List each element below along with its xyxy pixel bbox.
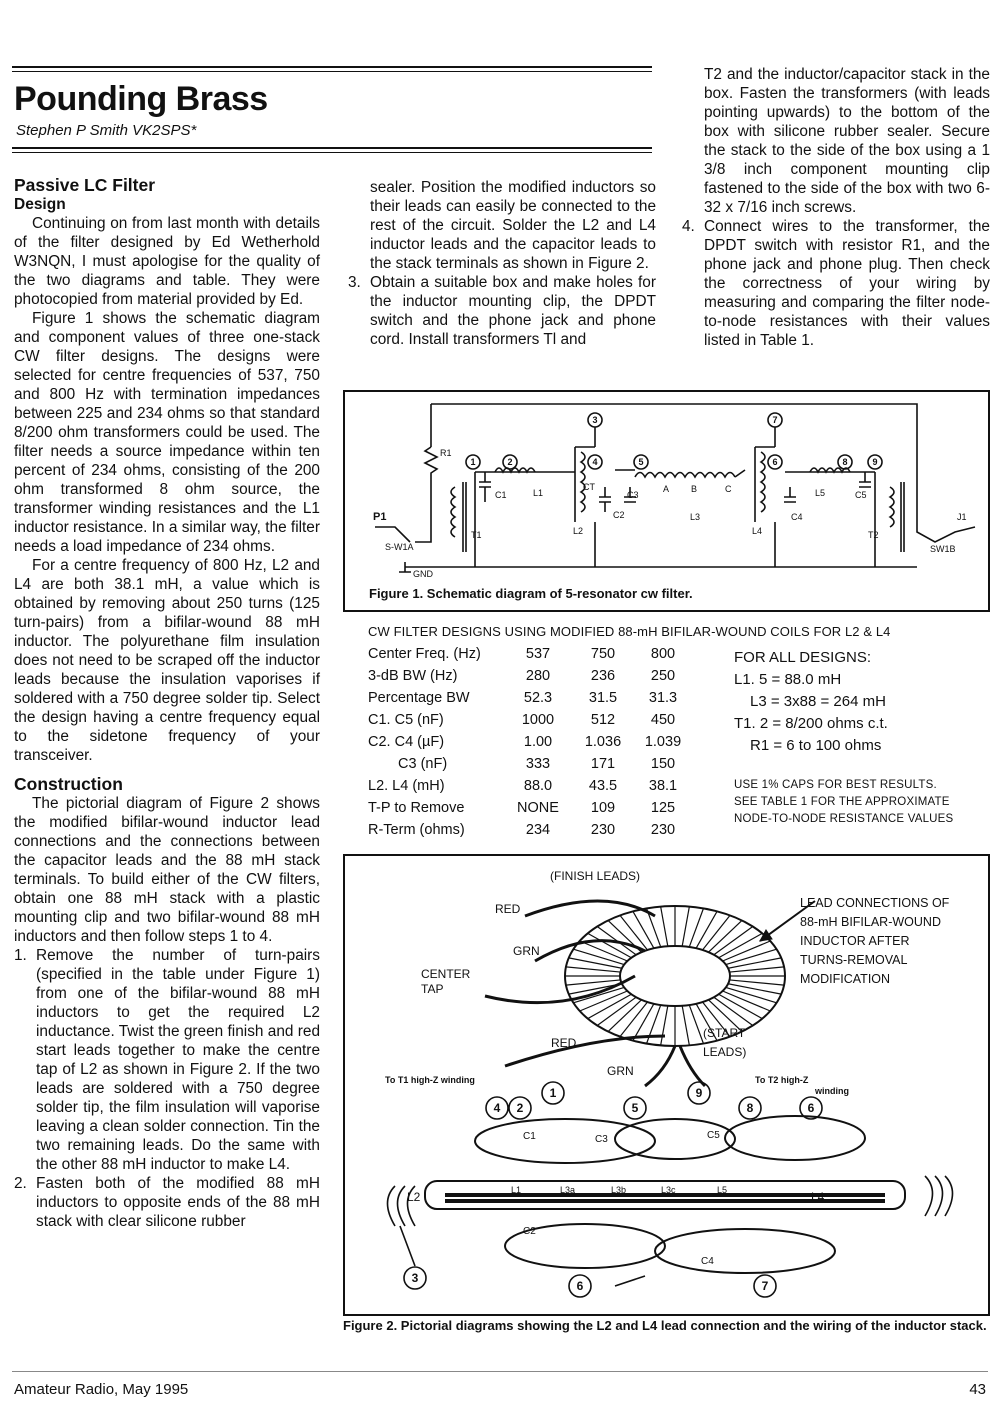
row-value: 1.00 — [523, 734, 553, 750]
label-sw1a: S-W1A — [385, 542, 414, 552]
note-line: NODE-TO-NODE RESISTANCE VALUES — [734, 813, 954, 825]
label-to-t1: To T1 high-Z winding — [385, 1075, 475, 1085]
step-number: 2. — [14, 1175, 27, 1192]
row-value: 750 — [590, 646, 616, 662]
row-label: C1. C5 (nF) — [368, 712, 444, 728]
page-title: Pounding Brass — [14, 80, 268, 118]
header-rule-top-thin — [12, 71, 652, 72]
step-2 — [14, 1174, 320, 1231]
label-l4: L4 — [752, 526, 763, 536]
winding-stroke — [689, 908, 703, 947]
column-2 — [348, 178, 656, 349]
column-3 — [682, 65, 990, 350]
row-label: 3-dB BW (Hz) — [368, 668, 458, 684]
lead-note-line: MODIFICATION — [800, 972, 891, 986]
row-value: 38.1 — [648, 778, 678, 794]
fig2-node-3: 3 — [411, 1271, 419, 1285]
design-table — [368, 646, 718, 846]
row-value: 1.039 — [644, 734, 682, 750]
winding-stroke — [566, 967, 621, 972]
node-label-8: 8 — [842, 457, 848, 467]
label-c1: C1 — [495, 490, 507, 500]
figure-2-caption: Figure 2. Pictorial diagrams showing the L2 and L4 lead connection and the wiring of the inductor stack. — [343, 1318, 987, 1333]
section-heading-passive-lc: Passive LC Filter — [14, 175, 156, 195]
row-value: 450 — [650, 712, 676, 728]
all-designs-line: T1. 2 = 8/200 ohms c.t. — [734, 715, 888, 732]
winding-stroke — [682, 907, 689, 947]
fig2-node-2: 2 — [516, 1101, 524, 1115]
row-value: 236 — [590, 668, 616, 684]
row-label: C2. C4 (µF) — [368, 734, 445, 750]
row-value: 109 — [590, 800, 616, 816]
row-label: Percentage BW — [368, 690, 470, 706]
paragraph-4: The pictorial diagram of Figure 2 shows the modified bifilar-wound inductor lead connections and the connections between the capacitor leads and the 88 mH stack terminals. To build either of the CW filters, obtain one 88 mH stack with a plastic mounting clip and two bifilar-wound 88 mH inductors and then follow steps 1 to 4. — [14, 795, 320, 945]
all-designs-line: L1. 5 = 88.0 mH — [734, 671, 842, 688]
winding-stroke — [689, 1005, 703, 1044]
winding-stroke — [633, 911, 654, 948]
node-label-9: 9 — [872, 457, 878, 467]
figure-1-caption: Figure 1. Schematic diagram of 5-resonator cw filter. — [369, 586, 693, 601]
figure-1-box — [343, 390, 990, 612]
winding-stroke — [661, 1006, 668, 1046]
table-notes — [734, 777, 953, 828]
fig2-node-5: 5 — [631, 1101, 639, 1115]
label-l1: L1 — [511, 1185, 522, 1195]
table-row — [368, 734, 718, 756]
label-c2: C2 — [613, 510, 625, 520]
footer-rule — [12, 1371, 988, 1372]
label-winding: winding — [815, 1086, 849, 1096]
label-l2: L2 — [573, 526, 584, 536]
step-2-continued — [348, 178, 656, 273]
byline: Stephen P Smith VK2SPS* — [16, 122, 197, 139]
label-c3: C3 — [627, 490, 639, 500]
row-value: 512 — [590, 712, 616, 728]
fig2-node-6-bottom: 6 — [576, 1279, 584, 1293]
table-row — [368, 778, 718, 800]
label-l5: L5 — [815, 488, 826, 498]
label-c1: C1 — [523, 1131, 536, 1142]
fig2-node-8: 8 — [746, 1101, 754, 1115]
header-rule-bottom — [12, 147, 652, 149]
step-text: Remove the number of turn-pairs (specified in the table under Figure 1) from one of the bifilar-wound 88 mH inductors to get the required L2 inductance. Twist the green finish and red start leads together to make the centre tap of L2 as shown in Figure 2. If the two leads are soldered with a 750 degree solder tip, the film insulation will vaporise leaving a clean solder connection. Tin the two remaining leads. Do the same with the other 88 mH inductor to make L4. — [36, 947, 320, 1173]
step-4 — [682, 217, 990, 350]
row-label: L2. L4 (mH) — [368, 778, 445, 794]
step-number: 3. — [348, 274, 361, 291]
label-start-leads-1: (START — [703, 1026, 746, 1040]
row-value: 31.5 — [588, 690, 618, 706]
row-value: 800 — [650, 646, 676, 662]
winding-stroke — [569, 958, 622, 968]
fig2-node-7: 7 — [761, 1279, 769, 1293]
row-value: 88.0 — [523, 778, 553, 794]
fig2-node-4: 4 — [493, 1101, 501, 1115]
label-r1: R1 — [440, 448, 452, 458]
label-b: B — [691, 484, 698, 494]
label-l2: L2 — [407, 1190, 421, 1204]
lead-note — [800, 896, 950, 986]
label-red-bottom: RED — [551, 1036, 577, 1050]
fig2-node-1: 1 — [549, 1086, 557, 1100]
label-l4: L4 — [811, 1190, 825, 1204]
row-value: 171 — [590, 756, 616, 772]
row-label: C3 (nF) — [398, 756, 448, 772]
figure-2-pictorial — [345, 856, 988, 1314]
winding-stroke — [730, 980, 785, 985]
label-tap: TAP — [421, 982, 444, 996]
step-text: Fasten both of the modified 88 mH inductors to opposite ends of the 88 mH stack with clear silicone rubber — [36, 1175, 320, 1230]
column-1 — [14, 176, 320, 1231]
label-p1: P1 — [373, 511, 387, 523]
subheading-design: Design — [14, 196, 66, 213]
label-center: CENTER — [421, 967, 471, 981]
lead-note-line: 88-mH BIFILAR-WOUND — [800, 915, 941, 929]
node-label-4: 4 — [592, 457, 598, 467]
table-row — [368, 646, 718, 668]
label-grn-bottom: GRN — [607, 1064, 634, 1078]
row-label: R-Term (ohms) — [368, 822, 465, 838]
lead-note-line: INDUCTOR AFTER — [800, 934, 910, 948]
row-value: 150 — [650, 756, 676, 772]
step-number-spacer — [348, 178, 370, 273]
row-value: 43.5 — [588, 778, 618, 794]
label-l3b: L3b — [611, 1185, 627, 1195]
row-value: 31.3 — [648, 690, 678, 706]
step-number: 4. — [682, 218, 695, 235]
winding-stroke — [566, 980, 621, 985]
row-value: 1000 — [521, 712, 555, 728]
label-c5: C5 — [707, 1130, 720, 1141]
row-value: 230 — [590, 822, 616, 838]
footer-publication: Amateur Radio, May 1995 — [14, 1381, 189, 1398]
row-label: T-P to Remove — [368, 800, 465, 816]
step-number-spacer — [682, 65, 704, 217]
step-text: Connect wires to the transformer, the DPDT switch with resistor R1, and the phone jack and phone plug. Then check the correctness of your wiring by measuring and comparing the filter node-to-node resistances with their values listed in Table 1. — [704, 218, 990, 349]
label-c5: C5 — [855, 490, 867, 500]
label-l3: L3 — [690, 512, 701, 522]
lead-note-line: TURNS-REMOVAL — [800, 953, 908, 967]
label-start-leads-2: LEADS) — [703, 1045, 747, 1059]
table-row — [368, 712, 718, 734]
paragraph-3: For a centre frequency of 800 Hz, L2 and L4 are both 38.1 mH, a value which is obtained by removing about 250 turns (125 turn-pairs) from a bifilar-wound 88 mH inductor. The polyurethane film insulation does not need to be scraped off the inductor leads because the insulation vaporises if soldered with a 750 degree solder tip. Select the design having a centre frequency equal to the sidetone frequency of your transceiver. — [14, 557, 320, 764]
row-value: 333 — [525, 756, 551, 772]
lead-note-line: LEAD CONNECTIONS OF — [800, 896, 950, 910]
label-to-t2: To T2 high-Z — [755, 1075, 809, 1085]
winding-stroke — [696, 911, 717, 948]
note-line: SEE TABLE 1 FOR THE APPROXIMATE — [734, 796, 950, 808]
label-ct: CT — [583, 482, 595, 492]
label-c: C — [725, 484, 732, 494]
table-row — [368, 668, 718, 690]
label-sw1b: SW1B — [930, 544, 956, 554]
row-value: 280 — [525, 668, 551, 684]
label-c4: C4 — [701, 1256, 714, 1267]
row-value: NONE — [517, 800, 559, 816]
step-text: T2 and the inductor/capacitor stack in the box. Fasten the transformers (with leads pointing upwards) to the bottom of the box with silicone rubber sealer. Secure the stack to the side of the box using a 1 3/8 inch component mounting clip fastened to the side of the box with two 6-32 x 7/16 inch screws. — [704, 66, 990, 216]
table-row — [368, 690, 718, 712]
step-1 — [14, 946, 320, 1174]
winding-stroke — [728, 958, 781, 968]
table-title: CW FILTER DESIGNS USING MODIFIED 88-mH BIFILAR-WOUND COILS FOR L2 & L4 — [368, 624, 891, 639]
figure-2-box — [343, 854, 990, 1316]
node-label-6: 6 — [772, 457, 778, 467]
label-l1: L1 — [533, 488, 544, 498]
all-designs-line: L3 = 3x88 = 264 mH — [750, 693, 886, 710]
section-heading-construction: Construction — [14, 774, 123, 794]
row-value: 537 — [525, 646, 551, 662]
all-designs-line: R1 = 6 to 100 ohms — [750, 737, 882, 754]
step-3 — [348, 273, 656, 349]
label-finish-leads: (FINISH LEADS) — [550, 869, 641, 883]
row-label: Center Freq. (Hz) — [368, 646, 481, 662]
step-text: Obtain a suitable box and make holes for the inductor mounting clip, the DPDT switch and the phone jack and phone cord. Install transformers Tl and — [370, 274, 656, 348]
row-value: 234 — [525, 822, 551, 838]
label-j1: J1 — [957, 512, 967, 522]
table-row — [368, 822, 718, 844]
step-3-continued — [682, 65, 990, 217]
paragraph-1: Continuing on from last month with details of the filter designed by Ed Wetherhold W3NQN, I must apologise for the quality of the two diagrams and table. They were photocopied from material provided by Ed. — [14, 215, 320, 308]
header-rule-bottom-thin — [12, 152, 652, 153]
node-label-5: 5 — [638, 457, 644, 467]
winding-stroke — [730, 967, 785, 972]
label-l5: L5 — [717, 1185, 728, 1195]
label-t2: T2 — [868, 530, 879, 540]
label-gnd: GND — [413, 569, 433, 579]
row-value: 250 — [650, 668, 676, 684]
row-value: 1.036 — [584, 734, 622, 750]
node-label-1: 1 — [470, 457, 476, 467]
fig2-node-6-right: 6 — [807, 1101, 815, 1115]
winding-stroke — [682, 1006, 689, 1046]
row-value: 52.3 — [523, 690, 553, 706]
label-l3a: L3a — [560, 1185, 576, 1195]
step-text: sealer. Position the modified inductors so their leads can easily be connected to the rest of the circuit. Solder the L2 and L4 inductor leads and the capacitor leads to the stack terminals as shown in Figure 2. — [370, 179, 656, 272]
node-label-3: 3 — [592, 415, 598, 425]
label-l3c: L3c — [661, 1185, 676, 1195]
table-row — [368, 756, 718, 778]
label-grn-top: GRN — [513, 944, 540, 958]
figure-1-schematic — [345, 392, 988, 582]
label-c3: C3 — [595, 1134, 608, 1145]
label-c2: C2 — [523, 1226, 536, 1237]
fig2-node-9: 9 — [695, 1086, 703, 1100]
label-c4: C4 — [791, 512, 803, 522]
label-t1: T1 — [471, 530, 482, 540]
label-red-top: RED — [495, 902, 521, 916]
node-label-2: 2 — [507, 457, 513, 467]
all-designs-heading: FOR ALL DESIGNS: — [734, 649, 871, 666]
winding-stroke — [661, 907, 668, 947]
page-number: 43 — [969, 1381, 986, 1398]
paragraph-2: Figure 1 shows the schematic diagram and component values of three one-stack CW filter designs. The designs were selected for centre frequencies of 537, 750 and 800 Hz with termination impedances between 225 and 234 ohms so that standard 8/200 ohm transformers could be used. The filter needs a source impedance within ten percent of 234 ohms, consisting of the 200 ohm transformed 8 ohm source, the transformer winding resistances and the L1 inductor resistance. In a similar way, the filter needs a load impedance of 234 ohms. — [14, 310, 320, 555]
all-designs-block — [734, 647, 888, 757]
step-number: 1. — [14, 947, 27, 964]
table-row — [368, 800, 718, 822]
row-value: 230 — [650, 822, 676, 838]
node-label-7: 7 — [772, 415, 778, 425]
label-a: A — [663, 484, 670, 494]
row-value: 125 — [650, 800, 676, 816]
winding-stroke — [728, 984, 781, 994]
header-rule-top — [12, 66, 652, 68]
note-line: USE 1% CAPS FOR BEST RESULTS. — [734, 779, 937, 791]
